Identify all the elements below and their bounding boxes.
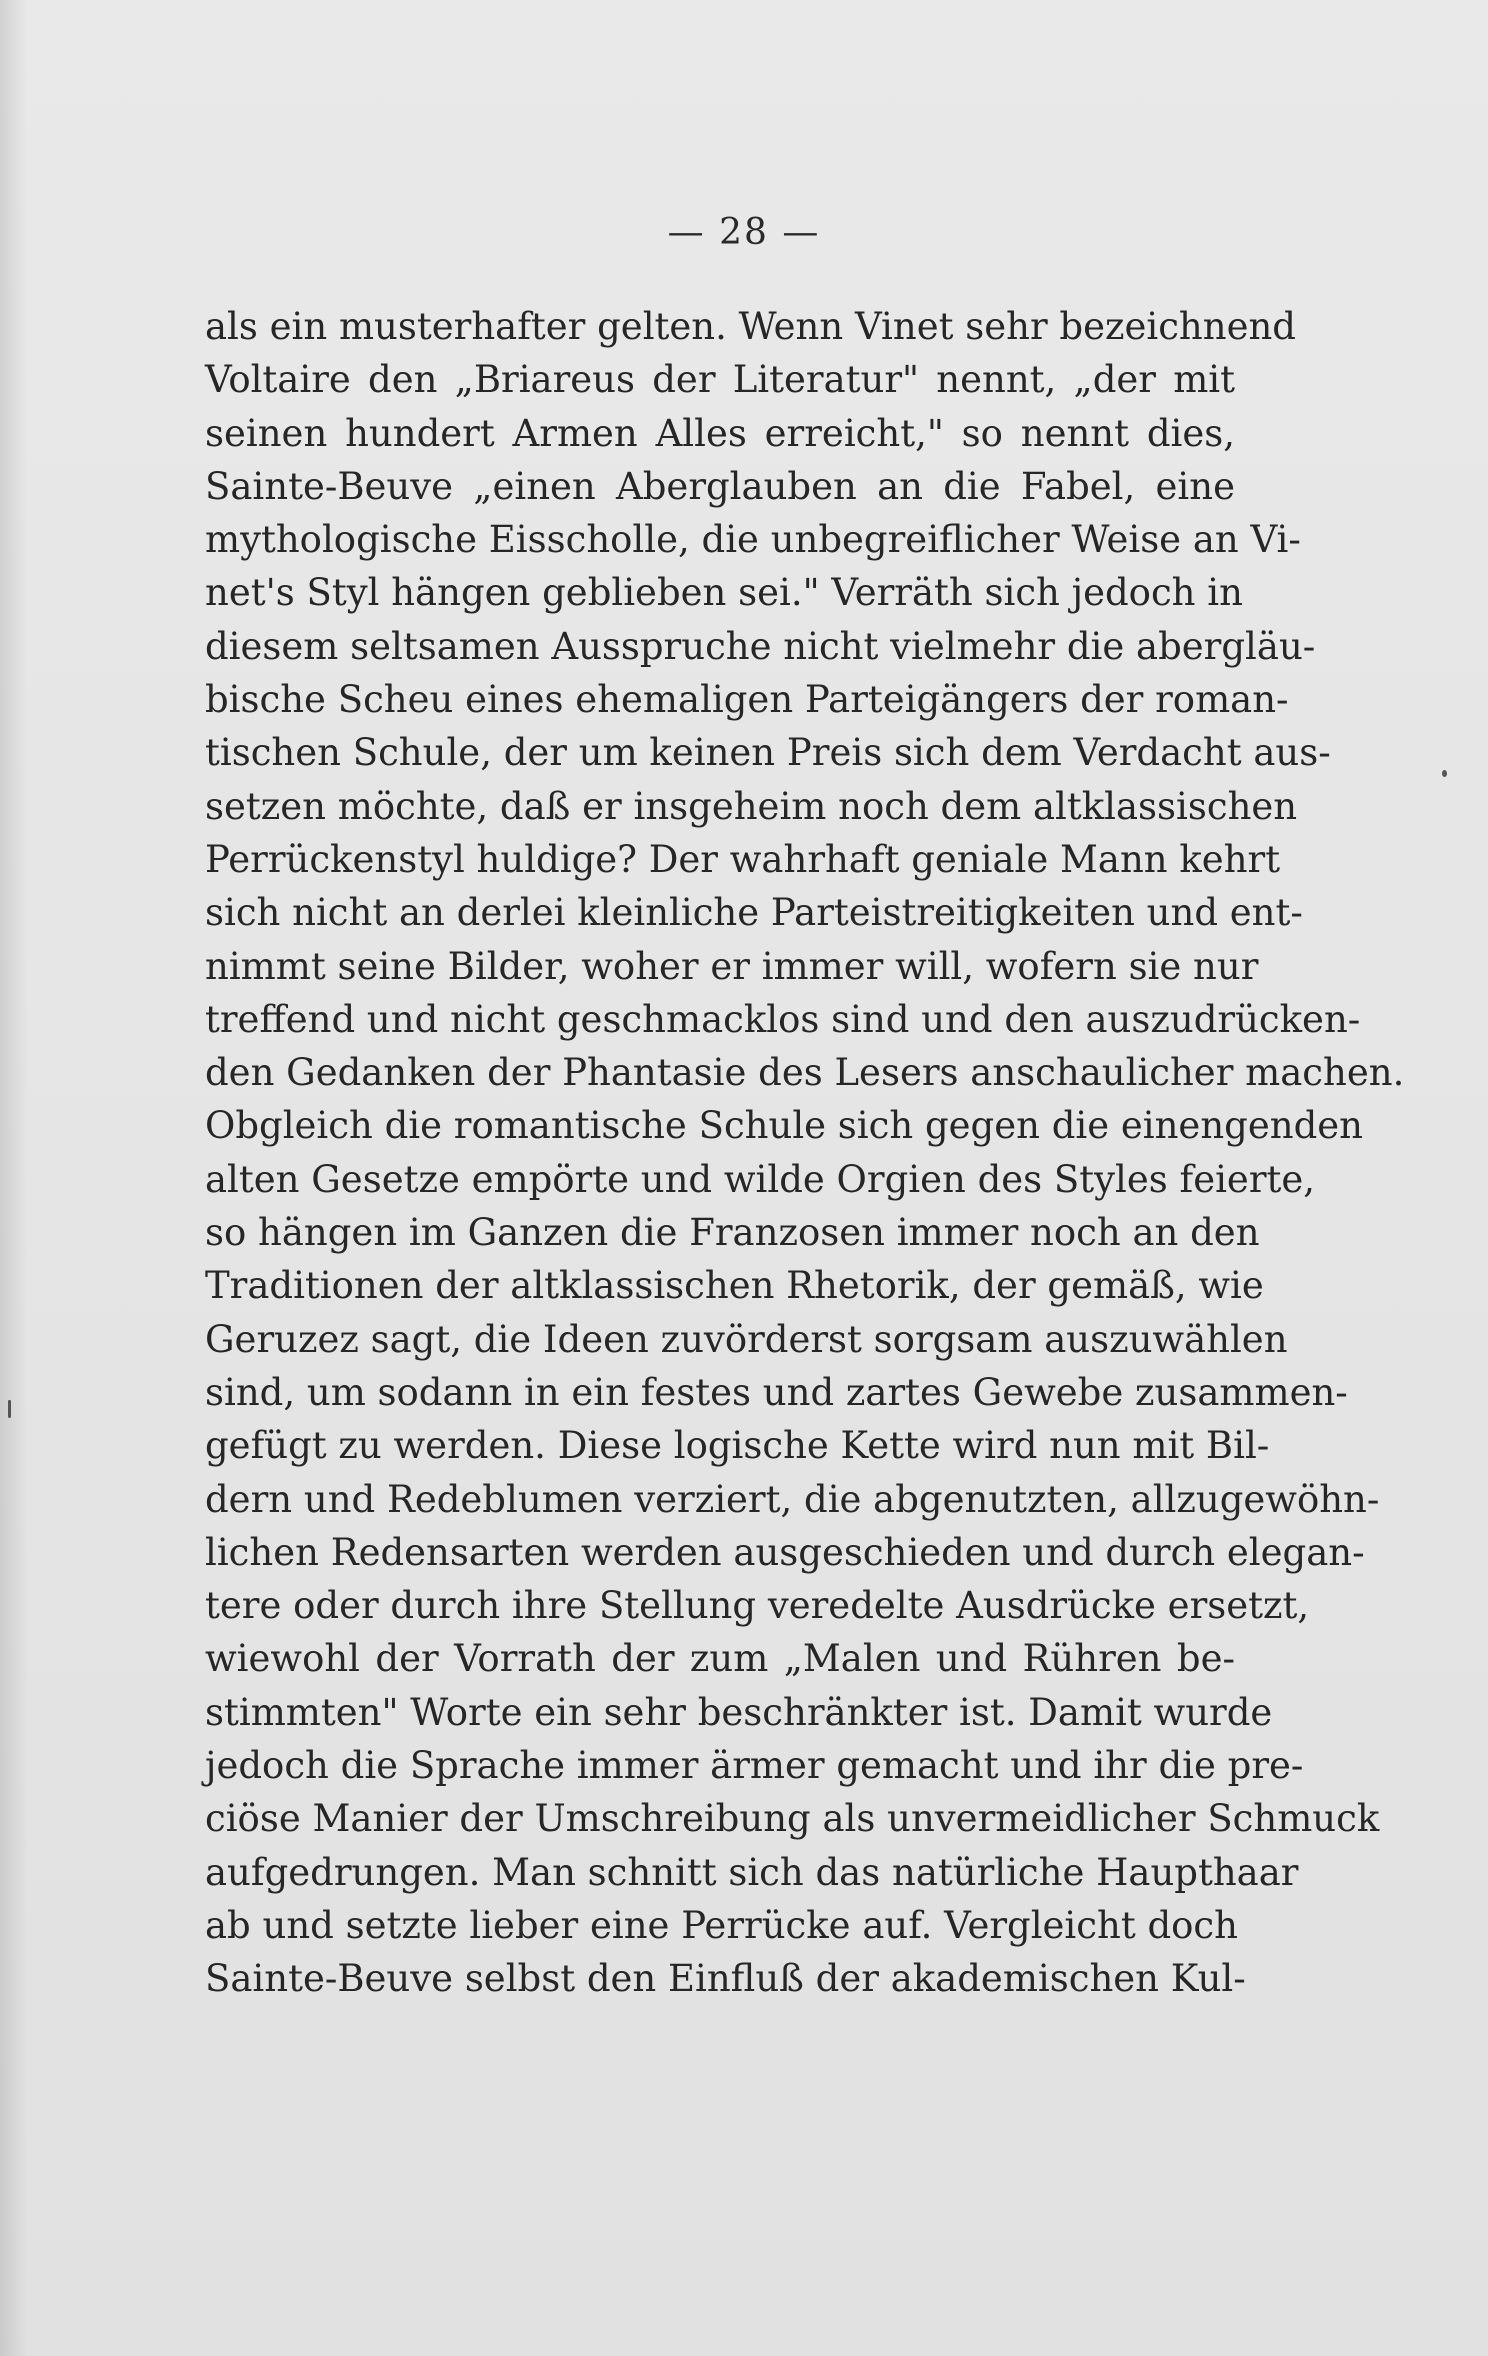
text-line: wiewohl der Vorrath der zum „Malen und Rühren be- <box>205 1637 1235 1681</box>
paper-speck <box>1442 770 1447 777</box>
text-line: Obgleich die romantische Schule sich gegen die einengenden <box>205 1104 1363 1148</box>
text-line: dern und Redeblumen verziert, die abgenutzten, allzugewöhn- <box>205 1477 1380 1521</box>
text-line: ciöse Manier der Umschreibung als unvermeidlicher Schmuck <box>205 1797 1380 1841</box>
text-line: jedoch die Sprache immer ärmer gemacht und ihr die pre- <box>205 1744 1304 1788</box>
text-line: ab und setzte lieber eine Perrücke auf. Vergleicht doch <box>205 1903 1238 1947</box>
text-line: Geruzez sagt, die Ideen zuvörderst sorgsam auszuwählen <box>205 1317 1288 1361</box>
text-line: sind, um sodann in ein festes und zartes Gewebe zusammen- <box>205 1370 1348 1414</box>
paper-speck <box>8 1400 11 1418</box>
text-line: tischen Schule, der um keinen Preis sich dem Verdacht aus- <box>205 731 1331 775</box>
text-line: stimmten" Worte ein sehr beschränkter ist. Damit wurde <box>205 1690 1273 1734</box>
text-line: treffend und nicht geschmacklos sind und den auszudrücken- <box>205 997 1361 1041</box>
text-line: nimmt seine Bilder, woher er immer will, wofern sie nur <box>205 944 1259 988</box>
text-line: tere oder durch ihre Stellung veredelte Ausdrücke ersetzt, <box>205 1584 1310 1628</box>
text-line: alten Gesetze empörte und wilde Orgien des Styles feierte, <box>205 1157 1316 1201</box>
text-line: Voltaire den „Briareus der Literatur" nennt, „der mit <box>205 358 1235 402</box>
page-number: — 28 — <box>667 212 821 253</box>
text-line: Sainte-Beuve „einen Aberglauben an die Fabel, eine <box>205 464 1235 508</box>
text-line: seinen hundert Armen Alles erreicht," so nennt dies, <box>205 411 1235 455</box>
text-line: als ein musterhafter gelten. Wenn Vinet sehr bezeichnend <box>205 305 1296 348</box>
text-line: Traditionen der altklassischen Rhetorik, der gemäß, wie <box>205 1264 1264 1308</box>
text-line: den Gedanken der Phantasie des Lesers anschaulicher machen. <box>205 1051 1405 1095</box>
text-line: gefügt zu werden. Diese logische Kette wird nun mit Bil- <box>205 1424 1270 1468</box>
text-line: diesem seltsamen Ausspruche nicht vielmehr die abergläu- <box>205 624 1316 668</box>
text-line: bische Scheu eines ehemaligen Parteigängers der roman- <box>205 678 1289 722</box>
text-line: lichen Redensarten werden ausgeschieden und durch elegan- <box>205 1530 1365 1574</box>
text-line: Perrückenstyl huldige? Der wahrhaft geniale Mann kehrt <box>205 837 1281 881</box>
text-line: aufgedrungen. Man schnitt sich das natürliche Haupthaar <box>205 1850 1299 1894</box>
text-line: so hängen im Ganzen die Franzosen immer noch an den <box>205 1211 1260 1255</box>
text-line: mythologische Eisscholle, die unbegreiflicher Weise an Vi- <box>205 518 1301 562</box>
text-line: setzen möchte, daß er insgeheim noch dem altklassischen <box>205 784 1298 828</box>
text-line: sich nicht an derlei kleinliche Parteistreitigkeiten und ent- <box>205 891 1303 935</box>
text-line: net's Styl hängen geblieben sei." Verräth sich jedoch in <box>205 571 1243 615</box>
text-line: Sainte-Beuve selbst den Einfluß der akademischen Kul- <box>205 1957 1246 2001</box>
body-text <box>205 300 1405 2006</box>
